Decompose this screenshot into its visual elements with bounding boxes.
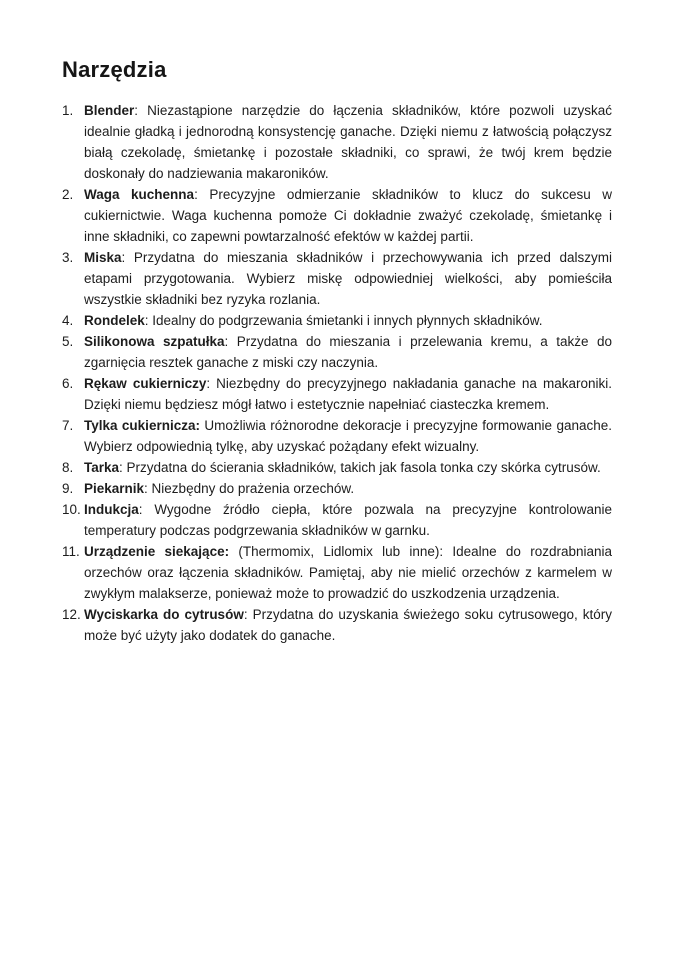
list-item-text [84,331,612,373]
tool-description: : Przydatna do mieszania składników i przechowywania ich przed dalszymi etapami przygotowania. Wybierz miskę odpowiedniej wielkości, aby pomieściła wszystkie składniki bez ryzyka rozlania. [84,250,612,307]
list-item [62,457,612,478]
list-item [62,373,612,415]
tool-name: Waga kuchenna [84,187,195,202]
list-item-number: 11. [62,544,80,559]
list-item-text [84,478,612,499]
tool-name: Silikonowa szpatułka [84,334,225,349]
list-item-text [84,604,612,646]
list-item [62,478,612,499]
document-content [62,57,612,646]
list-item-number: 1. [62,103,74,118]
list-item [62,415,612,457]
tool-description: : Przydatna do mieszania i przelewania kremu, a także do zgarnięcia resztek ganache z miski czy naczynia. [84,334,612,370]
page-title: Narzędzia [62,57,167,82]
tool-description: : Wygodne źródło ciepła, które pozwala na precyzyjne kontrolowanie temperatury podczas podgrzewania składników w garnku. [84,502,612,538]
list-item-text [84,457,612,478]
list-item-number: 12. [62,607,81,622]
tool-description: (Thermomix, Lidlomix lub inne): Idealne do rozdrabniania orzechów oraz łączenia składników. Pamiętaj, aby nie mielić orzechów z karmelem w zwykłym malakserze, ponieważ może to prowadzić do uszkodzenia urządzenia. [84,544,612,601]
list-item-number: 8. [62,460,74,475]
tool-description: : Przydatna do ścierania składników, takich jak fasola tonka czy skórka cytrusów. [119,460,601,475]
list-item-number: 9. [62,481,74,496]
tool-description: : Idealny do podgrzewania śmietanki i innych płynnych składników. [144,313,543,328]
list-item-number: 3. [62,250,74,265]
list-item-text [84,100,612,184]
tool-name: Blender [84,103,135,118]
list-item-text [84,247,612,310]
list-item-text [84,184,612,247]
tool-name: Piekarnik [84,481,145,496]
tool-description: : Przydatna do uzyskania świeżego soku cytrusowego, który może być użyty jako dodatek do ganache. [84,607,612,643]
tool-description: : Niezastąpione narzędzie do łączenia składników, które pozwoli uzyskać idealnie gładką i jednorodną konsystencję ganache. Dzięki niemu z łatwością połączysz białą czekoladę, śmietankę i pozostałe składniki, co sprawi, że twój krem będzie doskonały do nadziewania makaroników. [84,103,612,181]
tool-name: Wyciskarka do cytrusów [84,607,244,622]
list-item-text [84,499,612,541]
tools-list [62,100,612,646]
tool-name: Tylka cukiernicza: [84,418,200,433]
tool-description: : Niezbędny do precyzyjnego nakładania ganache na makaroniki. Dzięki niemu będziesz mógł łatwo i estetycznie napełniać ciasteczka kremem. [84,376,612,412]
tool-description: : Precyzyjne odmierzanie składników to klucz do sukcesu w cukiernictwie. Waga kuchenna pomoże Ci dokładnie zważyć czekoladę, śmietankę i inne składniki, co zapewni powtarzalność efektów w każdej partii. [84,187,612,244]
list-item-number: 6. [62,376,74,391]
list-item [62,541,612,604]
list-item-number: 2. [62,187,74,202]
list-item [62,247,612,310]
list-item [62,331,612,373]
list-item-text [84,373,612,415]
list-item-text [84,310,612,331]
list-item [62,184,612,247]
list-item-number: 5. [62,334,74,349]
tool-description: : Niezbędny do prażenia orzechów. [144,481,355,496]
list-item-text [84,541,612,604]
list-item-text [84,415,612,457]
tool-name: Urządzenie siekające: [84,544,230,559]
list-item [62,604,612,646]
list-item-number: 7. [62,418,74,433]
list-item-number: 4. [62,313,74,328]
list-item [62,310,612,331]
list-item-number: 10. [62,502,81,517]
tool-name: Miska [84,250,122,265]
tool-name: Rondelek [84,313,145,328]
list-item [62,499,612,541]
tool-name: Rękaw cukierniczy [84,376,207,391]
tool-name: Indukcja [84,502,139,517]
tool-description: Umożliwia różnorodne dekoracje i precyzyjne formowanie ganache. Wybierz odpowiednią tylkę, aby uzyskać pożądany efekt wizualny. [84,418,613,454]
list-item [62,100,612,184]
tool-name: Tarka [84,460,120,475]
